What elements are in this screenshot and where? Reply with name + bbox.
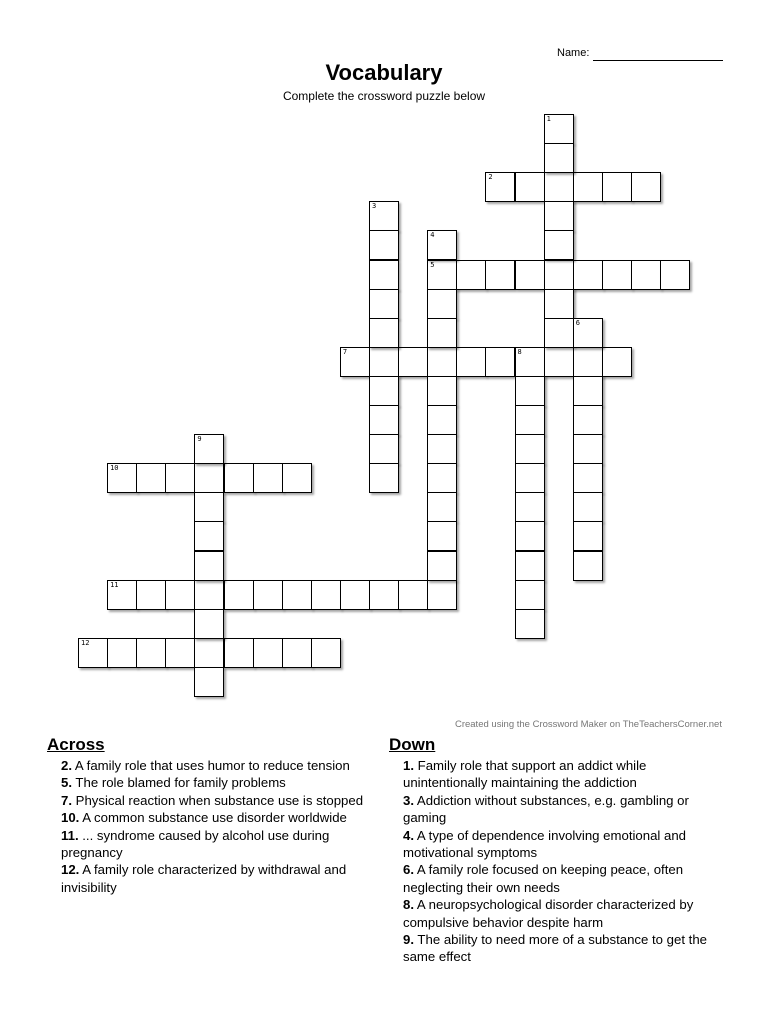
grid-cell[interactable] [544,114,574,144]
grid-cell[interactable] [573,521,603,551]
clue-text: Physical reaction when substance use is stopped [72,792,364,808]
grid-cell[interactable] [224,580,254,610]
grid-cell[interactable] [544,347,574,377]
down-heading: Down [389,735,436,754]
grid-cell[interactable] [573,405,603,435]
grid-cell[interactable] [253,580,283,610]
clue-text: A type of dependence involving emotional and motivational symptoms [403,827,687,861]
grid-cell[interactable] [427,230,457,260]
grid-cell[interactable] [544,260,574,290]
grid-cell[interactable] [602,347,632,377]
clue-text: A neuropsychological disorder characterized by compulsive behavior despite harm [403,897,694,930]
grid-cell[interactable] [194,434,224,464]
grid-cell[interactable] [369,580,399,610]
grid-cell[interactable] [515,434,545,464]
grid-cell[interactable] [573,551,603,581]
grid-cell[interactable] [544,230,574,260]
clue-number: 12. [61,862,80,878]
grid-cell[interactable] [544,143,574,173]
across-clues [47,735,367,896]
clue-number: 7. [61,792,72,808]
grid-cell[interactable] [340,580,370,610]
clue-item [47,792,367,809]
grid-cell[interactable] [311,638,341,668]
grid-cell[interactable] [369,434,399,464]
grid-cell[interactable] [369,318,399,348]
grid-cell[interactable] [515,521,545,551]
grid-cell[interactable] [427,347,457,377]
grid-cell[interactable] [485,260,515,290]
grid-cell[interactable] [573,434,603,464]
grid-cell[interactable] [369,463,399,493]
grid-cell[interactable] [194,609,224,639]
grid-cell[interactable] [515,376,545,406]
cell-number: 5 [430,260,435,269]
clue-item [389,861,709,896]
clue-number: 5. [61,775,72,791]
grid-cell[interactable] [253,638,283,668]
clue-text: A family role that uses humor to reduce tension [72,758,350,773]
grid-cell[interactable] [165,638,195,668]
grid-cell[interactable] [369,260,399,290]
clue-number: 4. [403,827,414,843]
grid-cell[interactable] [194,463,224,493]
clue-item [47,757,367,774]
cell-number: 8 [517,347,522,356]
grid-cell[interactable] [78,638,108,668]
grid-cell[interactable] [282,580,312,610]
cell-number: 10 [110,464,119,473]
grid-cell[interactable] [398,580,428,610]
grid-cell[interactable] [224,638,254,668]
grid-cell[interactable] [194,492,224,522]
grid-cell[interactable] [369,376,399,406]
grid-cell[interactable] [107,638,137,668]
grid-cell[interactable] [544,289,574,319]
grid-cell[interactable] [165,580,195,610]
grid-cell[interactable] [631,172,661,202]
grid-cell[interactable] [427,260,457,290]
cell-number: 4 [430,231,435,240]
clue-text: A common substance use disorder worldwide [79,810,347,826]
grid-cell[interactable] [427,463,457,493]
clue-number: 11. [61,827,79,843]
clue-item [389,931,709,966]
grid-cell[interactable] [165,463,195,493]
clue-text: ... syndrome caused by alcohol use during pregnancy [61,827,330,861]
grid-cell[interactable] [369,405,399,435]
clue-item [47,861,367,896]
cell-number: 1 [546,115,551,123]
clue-item [389,896,709,931]
grid-cell[interactable] [573,347,603,377]
grid-cell[interactable] [573,463,603,493]
grid-cell[interactable] [515,172,545,202]
grid-cell[interactable] [427,434,457,464]
grid-cell[interactable] [485,347,515,377]
grid-cell[interactable] [573,172,603,202]
grid-cell[interactable] [427,405,457,435]
grid-cell[interactable] [515,492,545,522]
grid-cell[interactable] [427,376,457,406]
grid-cell[interactable] [515,347,545,377]
cell-number: 12 [81,638,90,647]
grid-cell[interactable] [194,667,224,697]
grid-cell[interactable] [515,260,545,290]
grid-cell[interactable] [224,463,254,493]
grid-cell[interactable] [194,521,224,551]
clue-list [389,757,709,966]
grid-cell[interactable] [427,521,457,551]
clue-text: A family role characterized by withdrawal and invisibility [61,862,347,895]
page-subtitle: Complete the crossword puzzle below [282,89,486,103]
clue-number: 9. [403,932,414,948]
grid-cell[interactable] [573,376,603,406]
cell-number: 11 [110,580,119,589]
grid-cell[interactable] [282,463,312,493]
grid-cell[interactable] [544,172,574,202]
cell-number: 7 [342,347,348,356]
grid-cell[interactable] [544,318,574,348]
grid-cell[interactable] [427,289,457,319]
grid-cell[interactable] [369,347,399,377]
grid-cell[interactable] [485,172,515,202]
grid-cell[interactable] [253,463,283,493]
grid-cell[interactable] [427,580,457,610]
grid-cell[interactable] [631,260,661,290]
grid-cell[interactable] [194,638,224,668]
grid-cell[interactable] [136,580,166,610]
grid-cell[interactable] [311,580,341,610]
clue-item [389,827,709,862]
grid-cell[interactable] [136,638,166,668]
clue-item [47,774,367,791]
grid-cell[interactable] [427,492,457,522]
grid-cell[interactable] [515,551,545,581]
clue-number: 6. [403,862,414,878]
clue-list [47,757,367,896]
clue-item [389,792,709,827]
grid-cell[interactable] [107,580,137,610]
grid-cell[interactable] [136,463,166,493]
grid-cell[interactable] [602,260,632,290]
across-heading: Across [47,735,105,754]
grid-cell[interactable] [660,260,690,290]
grid-cell[interactable] [515,405,545,435]
clue-item [47,809,367,826]
clue-item [389,757,709,792]
clue-number: 3. [403,792,414,808]
cell-number: 9 [197,435,202,444]
grid-cell[interactable] [107,463,137,493]
grid-cell[interactable] [602,172,632,202]
clue-number: 1. [403,758,414,773]
grid-cell[interactable] [194,551,224,581]
clue-text: A family role focused on keeping peace, often neglecting their own needs [403,862,684,895]
clue-number: 10. [61,810,80,826]
grid-cell[interactable] [573,492,603,522]
grid-cell[interactable] [544,201,574,231]
down-clues [389,735,709,966]
grid-cell[interactable] [369,230,399,260]
grid-cell[interactable] [515,609,545,639]
grid-cell[interactable] [456,260,486,290]
grid-cell[interactable] [369,289,399,319]
clue-number: 2. [61,758,72,773]
credit-text: Created using the Crossword Maker on TheTeachersCorner.net [454,719,722,730]
clue-number: 8. [403,897,414,913]
clue-text: The role blamed for family problems [72,775,286,791]
grid-cell[interactable] [456,347,486,377]
grid-cell[interactable] [369,201,399,231]
clue-item [47,827,367,862]
grid-cell[interactable] [573,318,603,348]
grid-cell[interactable] [398,347,428,377]
clue-text: Family role that support an addict while unintentionally maintaining the addiction [403,758,647,791]
cell-number: 6 [575,318,580,327]
grid-cell[interactable] [427,318,457,348]
grid-cell[interactable] [515,463,545,493]
grid-cell[interactable] [282,638,312,668]
clue-text: Addiction without substances, e.g. gambling or gaming [403,792,689,826]
page-title: Vocabulary [325,60,443,85]
cell-number: 3 [372,202,377,211]
grid-cell[interactable] [427,551,457,581]
name-label: Name: [557,47,590,59]
grid-cell[interactable] [340,347,370,377]
cell-number: 2 [488,173,493,182]
grid-cell[interactable] [515,580,545,610]
grid-cell[interactable] [194,580,224,610]
clue-text: The ability to need more of a substance to get the same effect [403,932,707,965]
grid-cell[interactable] [573,260,603,290]
